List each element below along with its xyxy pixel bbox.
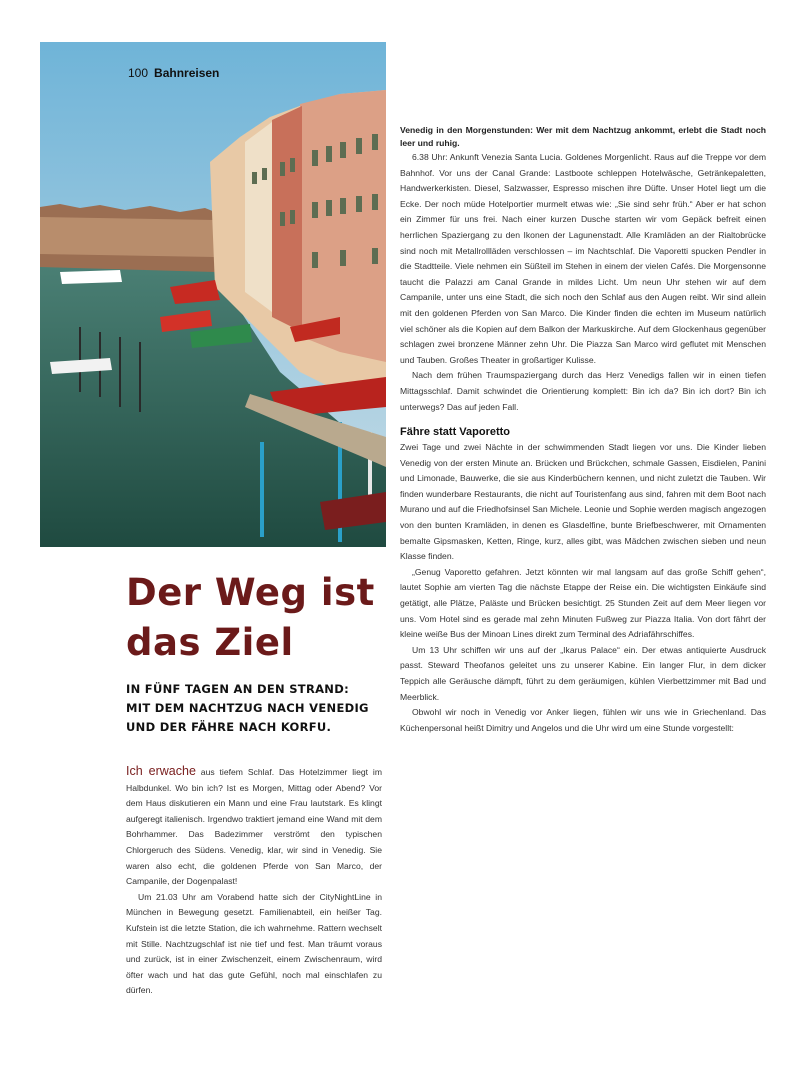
right-paragraph-4: „Genug Vaporetto gefahren. Jetzt könnten wir mal langsam auf das große Schiff gehen“, lautet Sophie am vierten Tag die nächste Etappe der Reise ein. Die wichtigsten Einkäufe sind getätigt, alle Plätze, Paläste und Brücken besichtigt. 25 Stunden Zeit auf dem Meer liegen vor uns. Vom Hotel sind es gerade mal zehn Minuten Fußweg zur Piazza Italia. Von dort fährt der kleine weiße Bus der Minoan Lines direkt zum Terminal des Adriafährschiffes. — [400, 566, 766, 640]
left-paragraph-1-text: aus tiefem Schlaf. Das Hotelzimmer liegt im Halbdunkel. Wo bin ich? Ist es Morgen, Mittag oder Abend? Vor dem Haus diskutieren ein Mann und eine Frau lautstark. Es klingt aufgeregt italienisch. Irgendwo traktiert jemand eine Wand mit dem Bohrhammer. Das Badezimmer verströmt den typischen Chlorgeruch des Südens. Venedig, klar, wir sind in Venedig. Sie waren also echt, die goldenen Pferde von San Marco, der Campanile, der Dogenpalast! — [126, 767, 382, 887]
left-paragraph-2: Um 21.03 Uhr am Vorabend hatte sich der CityNightLine in München in Bewegung gesetzt. Familienabteil, ein heißer Tag. Kufstein ist die letzte Station, die ich wahrnehme. Rattern wechselt mit Stille. Nachtzugschlaf ist nie tief und fest. Man träumt voraus und zurück, ist in einer Zwischenzeit, einem Zwischenraum, wird öfter wach und hat das gute Gefühl, noch mal einschlafen zu dürfen. — [126, 891, 382, 996]
section-heading: Fähre statt Vaporetto — [400, 426, 511, 439]
article-subtitle: IN FÜNF TAGEN AN DEN STRAND: MIT DEM NACHTZUG NACH VENEDIG UND DER FÄHRE NACH KORFU. — [126, 682, 369, 734]
right-paragraph-6: Obwohl wir noch in Venedig vor Anker liegen, fühlen wir uns wie in Griechenland. Das Küchenpersonal heißt Dimitry und Angelos und die Uhr wird um eine Stunde vorgestellt: — [400, 707, 766, 733]
page-number: 100 — [128, 66, 149, 80]
lead-words: Ich erwache — [126, 764, 196, 778]
right-paragraph-1: 6.38 Uhr: Ankunft Venezia Santa Lucia. Goldenes Morgenlicht. Raus auf die Treppe vor dem Bahnhof. Vor uns der Canal Grande: Lastboote schleppen Hotelwäsche, Getränkepaletten, Handwerkerkisten. Diesel, Salzwasser, Espresso mischen ihre Düfte. Unser Hotel liegt um die Ecke. Der noch müde Hotelportier murmelt etwas wie: „Sie sind sehr früh.“ Aber er hat schon ein Zimmer für uns frei. Nach einer kurzen Dusche starten wir vom Gepäck befreit einen herrlichen Spaziergang zu den Ikonen der Lagunenstadt. Alle Kramläden an der Rialtobrücke sind noch mit Metallrollläden verschlossen – im Nachtschlaf. Die Vaporetti spucken Pendler in die Stadtteile. Viele nehmen ein Süßteil im Stehen in einem der vielen Cafés. Die Morgensonne taucht die Palazzi am Canal Grande in mildes Licht. Um neun Uhr stehen wir auf dem Campanile, unter uns eine Stadt, die sich noch den Schlaf aus den Augen reibt. Wir sind allein mit den goldenen Pferden von San Marco. Die Kinder finden die echten im Museum natürlich viel schöner als die Kopien auf dem Balkon der Markuskirche. Auf dem Glockenhaus gegenüber schlagen zwei bronzene Männer zehn Uhr. Die Piazza San Marco wird geflutet mit Menschen und Tauben. Großes Theater in großartiger Kulisse. — [400, 152, 766, 365]
photo-caption: Venedig in den Morgenstunden: Wer mit dem Nachtzug ankommt, erlebt die Stadt noch leer und ruhig. — [400, 125, 766, 148]
article-title — [126, 568, 375, 668]
left-paragraph-1 — [126, 764, 382, 890]
venice-grand-canal-photo — [40, 42, 386, 547]
title-line-1: Der Weg ist — [126, 571, 375, 614]
section-name: Bahnreisen — [154, 66, 220, 80]
title-line-2: das Ziel — [126, 621, 294, 664]
right-column — [400, 124, 766, 736]
page-header — [128, 66, 219, 80]
left-column — [126, 764, 382, 999]
right-paragraph-2: Nach dem frühen Traumspaziergang durch das Herz Venedigs fallen wir in einen tiefen Mittagsschlaf. Damit schwindet die Orientierung komplett: Bin ich da? Bin ich dort? Bin ich unterwegs? Das auf jeden Fall. — [400, 370, 766, 412]
right-paragraph-5: Um 13 Uhr schiffen wir uns auf der „Ikarus Palace“ ein. Der etwas antiquierte Ausdruck passt. Steward Theofanos geleitet uns zu unserer Kabine. Ein langer Flur, in dem dicker Teppich alle Geräusche dämpft, führt zu dem geräumigen, kühlen Vierbettzimmer mit Bad und Meerblick. — [400, 644, 766, 702]
right-paragraph-3: Zwei Tage und zwei Nächte in der schwimmenden Stadt liegen vor uns. Die Kinder lieben Venedig von der ersten Minute an. Brücken und Brückchen, schmale Gassen, Eisdielen, Panini und Limonade, Bauwerke, die sie aus Kinderbüchern kennen, und nicht zuletzt die Tauben. Wir finden wunderbare Restaurants, die nicht auf Touristenfang aus sind, fahren mit dem Boot nach Murano und auf die Friedhofsinsel San Michele. Leonie und Sophie werden magisch angezogen von den bunten Kramläden, in denen es Glasdelfine, bunte Briefbeschwerer, mit Ornamenten bemalte Gipsmasken, Ketten, Ringe, kurz, alles gibt, was Mädchen zwischen sieben und neun Klasse finden. — [400, 442, 766, 562]
